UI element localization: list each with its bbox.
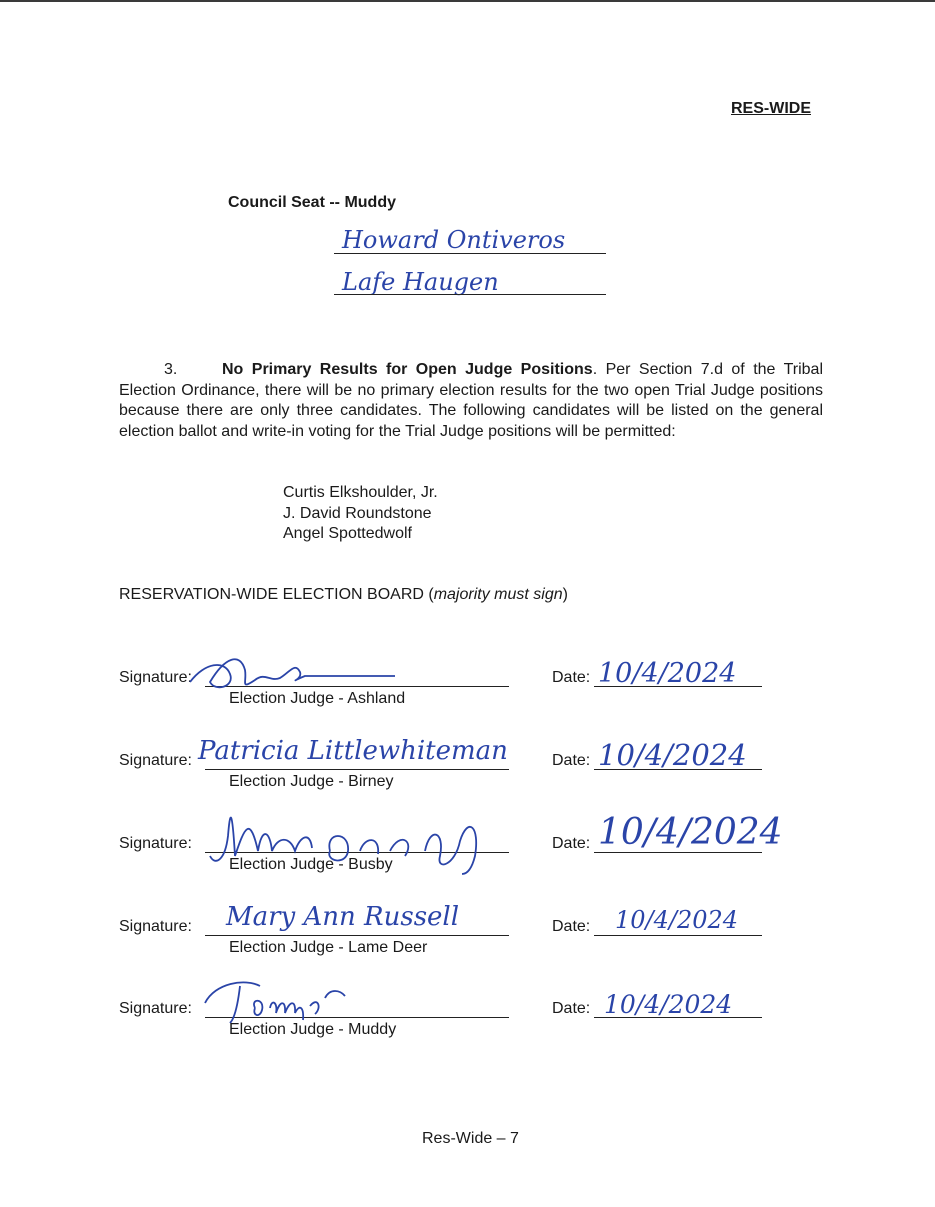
board-note: majority must sign bbox=[433, 586, 563, 603]
signature-label: Signature: bbox=[119, 835, 192, 852]
page-footer: Res-Wide – 7 bbox=[422, 1130, 519, 1147]
handwritten-entry-2: Lafe Haugen bbox=[342, 268, 499, 296]
date-value: 10/4/2024 bbox=[615, 906, 739, 934]
entry-line-1 bbox=[334, 253, 606, 254]
top-border bbox=[0, 0, 935, 2]
date-label: Date: bbox=[552, 835, 591, 852]
section-heading: No Primary Results for Open Judge Positions bbox=[222, 361, 593, 378]
council-seat-title: Council Seat -- Muddy bbox=[228, 194, 396, 211]
signature-birney: Patricia Littlewhiteman bbox=[198, 736, 508, 766]
signature-label: Signature: bbox=[119, 1000, 192, 1017]
date-label: Date: bbox=[552, 752, 591, 769]
section-body: . Per Section 7.d of the Tribal Election Ordinance, there will be no primary election results for the two open Trial Judge positions because there are only three candidates. The following candidates will be listed on the general election ballot and write-in voting for the Trial Judge positions will be permitted: bbox=[119, 361, 824, 440]
date-label: Date: bbox=[552, 669, 591, 686]
date-value: 10/4/2024 bbox=[604, 990, 733, 1019]
signature-lame-deer: Mary Ann Russell bbox=[226, 902, 460, 932]
date-value: 10/4/2024 bbox=[598, 738, 747, 772]
date-label: Date: bbox=[552, 918, 591, 935]
role-label: Election Judge - Busby bbox=[229, 856, 393, 873]
board-heading bbox=[119, 586, 568, 604]
document-tag: RES-WIDE bbox=[731, 100, 811, 117]
candidate-item: J. David Roundstone bbox=[283, 504, 432, 522]
candidate-list bbox=[283, 483, 438, 545]
candidate-item: Curtis Elkshoulder, Jr. bbox=[283, 484, 438, 501]
role-label: Election Judge - Muddy bbox=[229, 1021, 397, 1038]
role-label: Election Judge - Ashland bbox=[229, 690, 406, 707]
date-value: 10/4/2024 bbox=[598, 658, 737, 689]
date-line bbox=[594, 935, 762, 936]
section-number: 3. bbox=[164, 361, 178, 378]
section-3-paragraph bbox=[119, 360, 823, 442]
signature-label: Signature: bbox=[119, 918, 192, 935]
signature-label: Signature: bbox=[119, 669, 192, 686]
signature-line bbox=[205, 769, 509, 770]
candidate-item: Angel Spottedwolf bbox=[283, 525, 412, 542]
signature-line bbox=[205, 935, 509, 936]
handwritten-entry-1: Howard Ontiveros bbox=[342, 226, 566, 254]
board-title: RESERVATION-WIDE ELECTION BOARD ( bbox=[119, 586, 434, 603]
signature-label: Signature: bbox=[119, 752, 192, 769]
role-label: Election Judge - Birney bbox=[229, 773, 394, 790]
entry-line-2 bbox=[334, 294, 606, 295]
board-close: ) bbox=[562, 586, 568, 603]
role-label: Election Judge - Lame Deer bbox=[229, 939, 428, 956]
date-value: 10/4/2024 bbox=[598, 812, 783, 853]
date-label: Date: bbox=[552, 1000, 591, 1017]
